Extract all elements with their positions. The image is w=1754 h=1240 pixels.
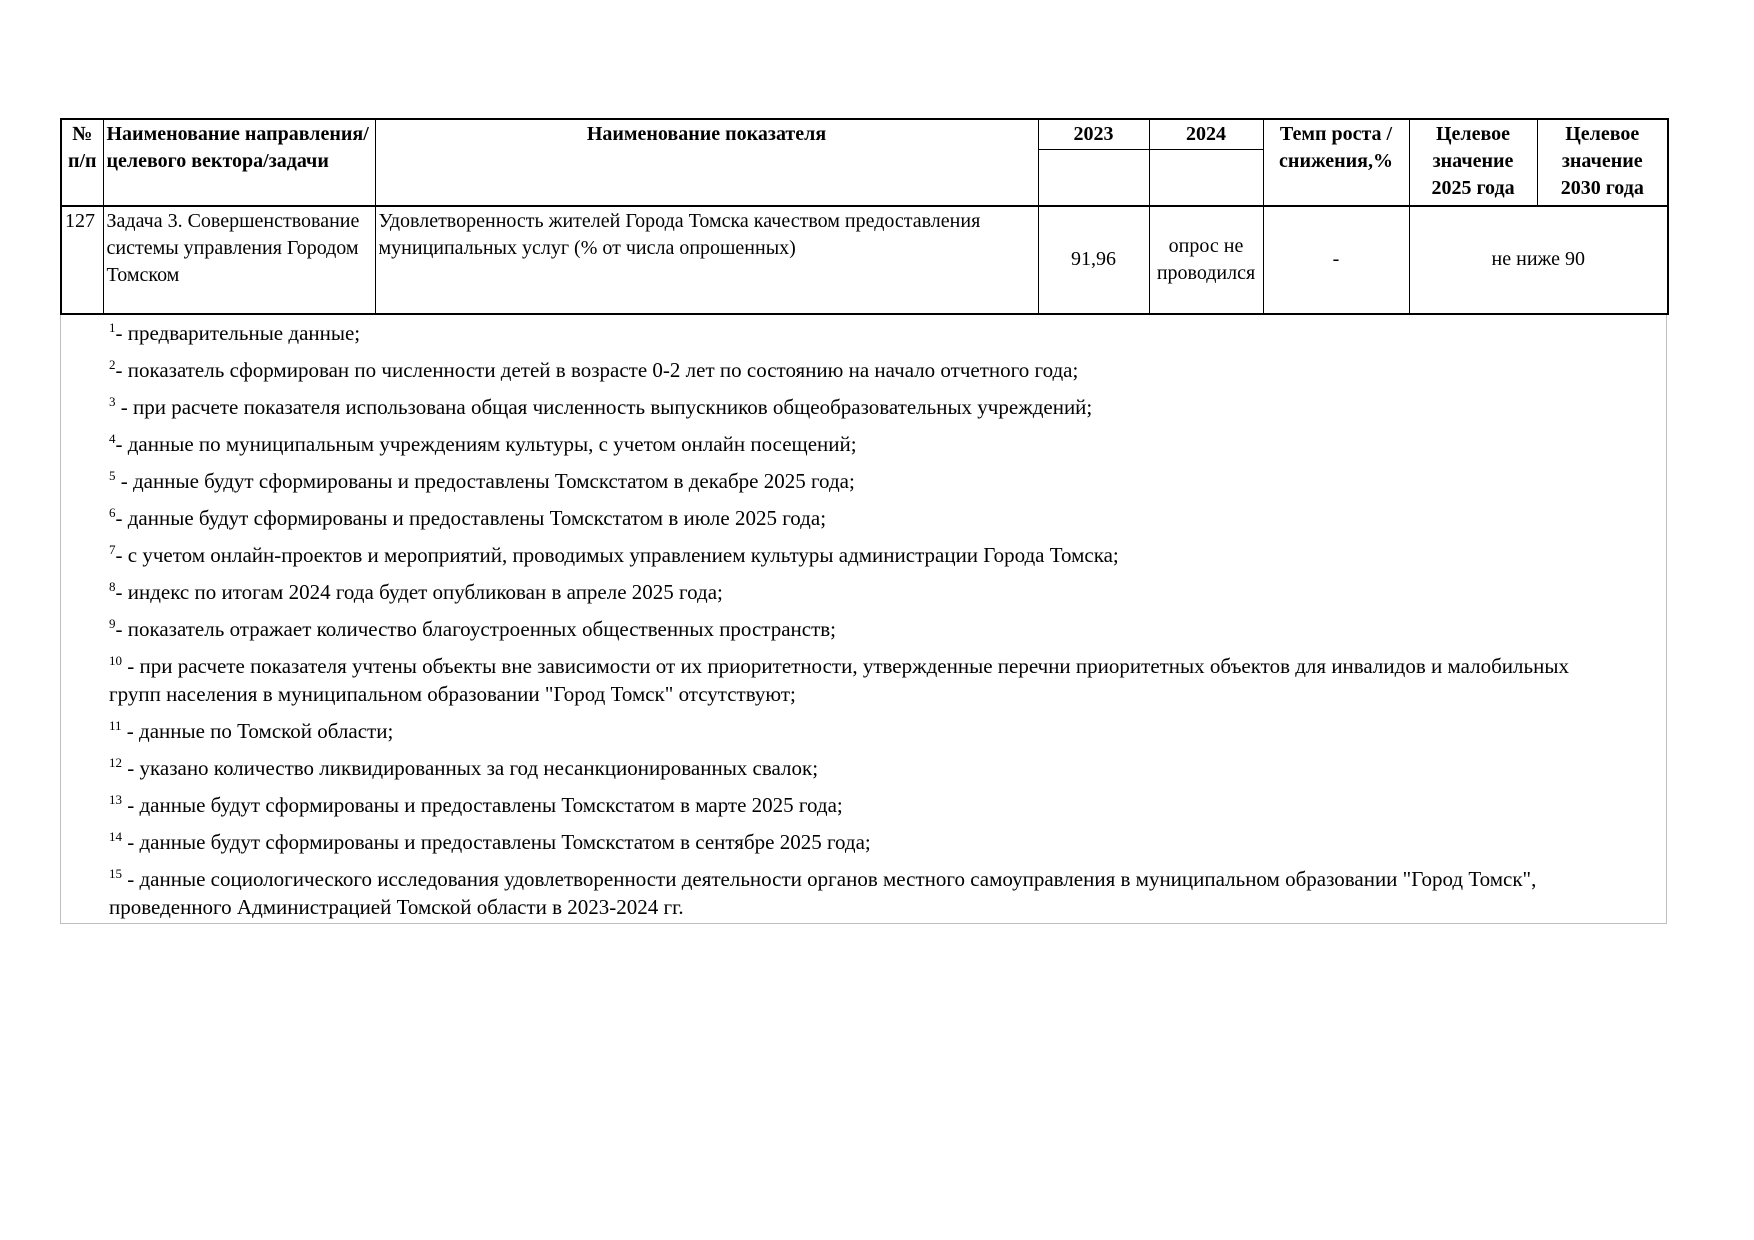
footnote-number: 12 xyxy=(109,754,122,770)
footnote-number: 4 xyxy=(109,430,116,446)
footnote-number: 9 xyxy=(109,615,116,631)
footnote-text: - данные будут сформированы и предоставлены Томскстатом в сентябре 2025 года; xyxy=(122,829,871,854)
footnote xyxy=(61,356,1666,384)
footnote-number: 14 xyxy=(109,828,122,844)
footnote xyxy=(61,754,1666,782)
row-direction: Задача 3. Совершенствование системы управления Городом Томском xyxy=(103,206,375,314)
footnote-number: 8 xyxy=(109,578,116,594)
header-num: № п/п xyxy=(61,119,103,206)
footnote-number: 7 xyxy=(109,541,116,557)
footnote-text: - предварительные данные; xyxy=(115,320,361,345)
footnote-text: - указано количество ликвидированных за год несанкционированных свалок; xyxy=(122,755,819,780)
footnotes xyxy=(60,315,1667,924)
footnote-number: 6 xyxy=(109,504,116,520)
table-row xyxy=(61,206,1668,314)
table-header xyxy=(61,119,1668,206)
footnote-text: - данные по Томской области; xyxy=(121,718,394,743)
row-target: не ниже 90 xyxy=(1409,206,1668,314)
footnote-number: 11 xyxy=(109,717,122,733)
header-direction: Наименование направления/целевого вектора/задачи xyxy=(103,119,375,206)
footnote xyxy=(61,652,1666,708)
header-2024: 2024 xyxy=(1149,119,1263,150)
header-2023-empty xyxy=(1038,150,1149,206)
footnote xyxy=(61,393,1666,421)
footnote-text: - данные социологического исследования удовлетворенности деятельности органов местного самоуправления в муниципальном образовании "Город Томск", проведенного Администрацией Томской области в 2023-2024 гг. xyxy=(109,866,1537,919)
footnote-text: - индекс по итогам 2024 года будет опубликован в апреле 2025 года; xyxy=(115,579,723,604)
footnote xyxy=(61,865,1666,921)
footnote-text: - данные по муниципальным учреждениям культуры, с учетом онлайн посещений; xyxy=(115,431,857,456)
footnote-text: - данные будут сформированы и предоставлены Томскстатом в декабре 2025 года; xyxy=(115,468,855,493)
footnote xyxy=(61,319,1666,347)
header-rate: Темп роста / снижения,% xyxy=(1263,119,1409,206)
footnote xyxy=(61,791,1666,819)
row-indicator: Удовлетворенность жителей Города Томска качеством предоставления муниципальных услуг (% от числа опрошенных) xyxy=(375,206,1038,314)
footnote-number: 15 xyxy=(109,865,122,881)
footnote-text: - при расчете показателя использована общая численность выпускников общеобразовательных учреждений; xyxy=(115,394,1093,419)
footnote xyxy=(61,504,1666,532)
footnote-number: 10 xyxy=(109,652,122,668)
footnote-text: - данные будут сформированы и предоставлены Томскстатом в июле 2025 года; xyxy=(115,505,827,530)
row-value-2024: опрос не проводился xyxy=(1149,206,1263,314)
document-page xyxy=(60,118,1667,924)
footnote-number: 3 xyxy=(109,393,116,409)
header-indicator: Наименование показателя xyxy=(375,119,1038,206)
row-value-2023: 91,96 xyxy=(1038,206,1149,314)
row-rate: - xyxy=(1263,206,1409,314)
footnote xyxy=(61,541,1666,569)
footnote-text: - показатель отражает количество благоустроенных общественных пространств; xyxy=(115,616,837,641)
footnote-text: - при расчете показателя учтены объекты вне зависимости от их приоритетности, утвержденные перечни приоритетных объектов для инвалидов и малобильных групп населения в муниципальном образовании "Город Томск" отсутствуют; xyxy=(109,653,1569,706)
header-2023: 2023 xyxy=(1038,119,1149,150)
footnote xyxy=(61,615,1666,643)
row-num: 127 xyxy=(61,206,103,314)
footnote xyxy=(61,717,1666,745)
header-target-2030: Целевое значение 2030 года xyxy=(1537,119,1668,206)
footnote-text: - показатель сформирован по численности детей в возрасте 0-2 лет по состоянию на начало отчетного года; xyxy=(115,357,1079,382)
footnote-number: 2 xyxy=(109,356,116,372)
footnote-number: 5 xyxy=(109,467,116,483)
footnote xyxy=(61,578,1666,606)
footnote xyxy=(61,430,1666,458)
header-2024-empty xyxy=(1149,150,1263,206)
header-target-2025: Целевое значение 2025 года xyxy=(1409,119,1537,206)
indicators-table xyxy=(60,118,1669,315)
footnote-text: - данные будут сформированы и предоставлены Томскстатом в марте 2025 года; xyxy=(122,792,843,817)
footnote-number: 13 xyxy=(109,791,122,807)
footnote xyxy=(61,467,1666,495)
footnote-text: - с учетом онлайн-проектов и мероприятий, проводимых управлением культуры администрации Города Томска; xyxy=(115,542,1119,567)
footnote xyxy=(61,828,1666,856)
footnote-number: 1 xyxy=(109,319,116,335)
